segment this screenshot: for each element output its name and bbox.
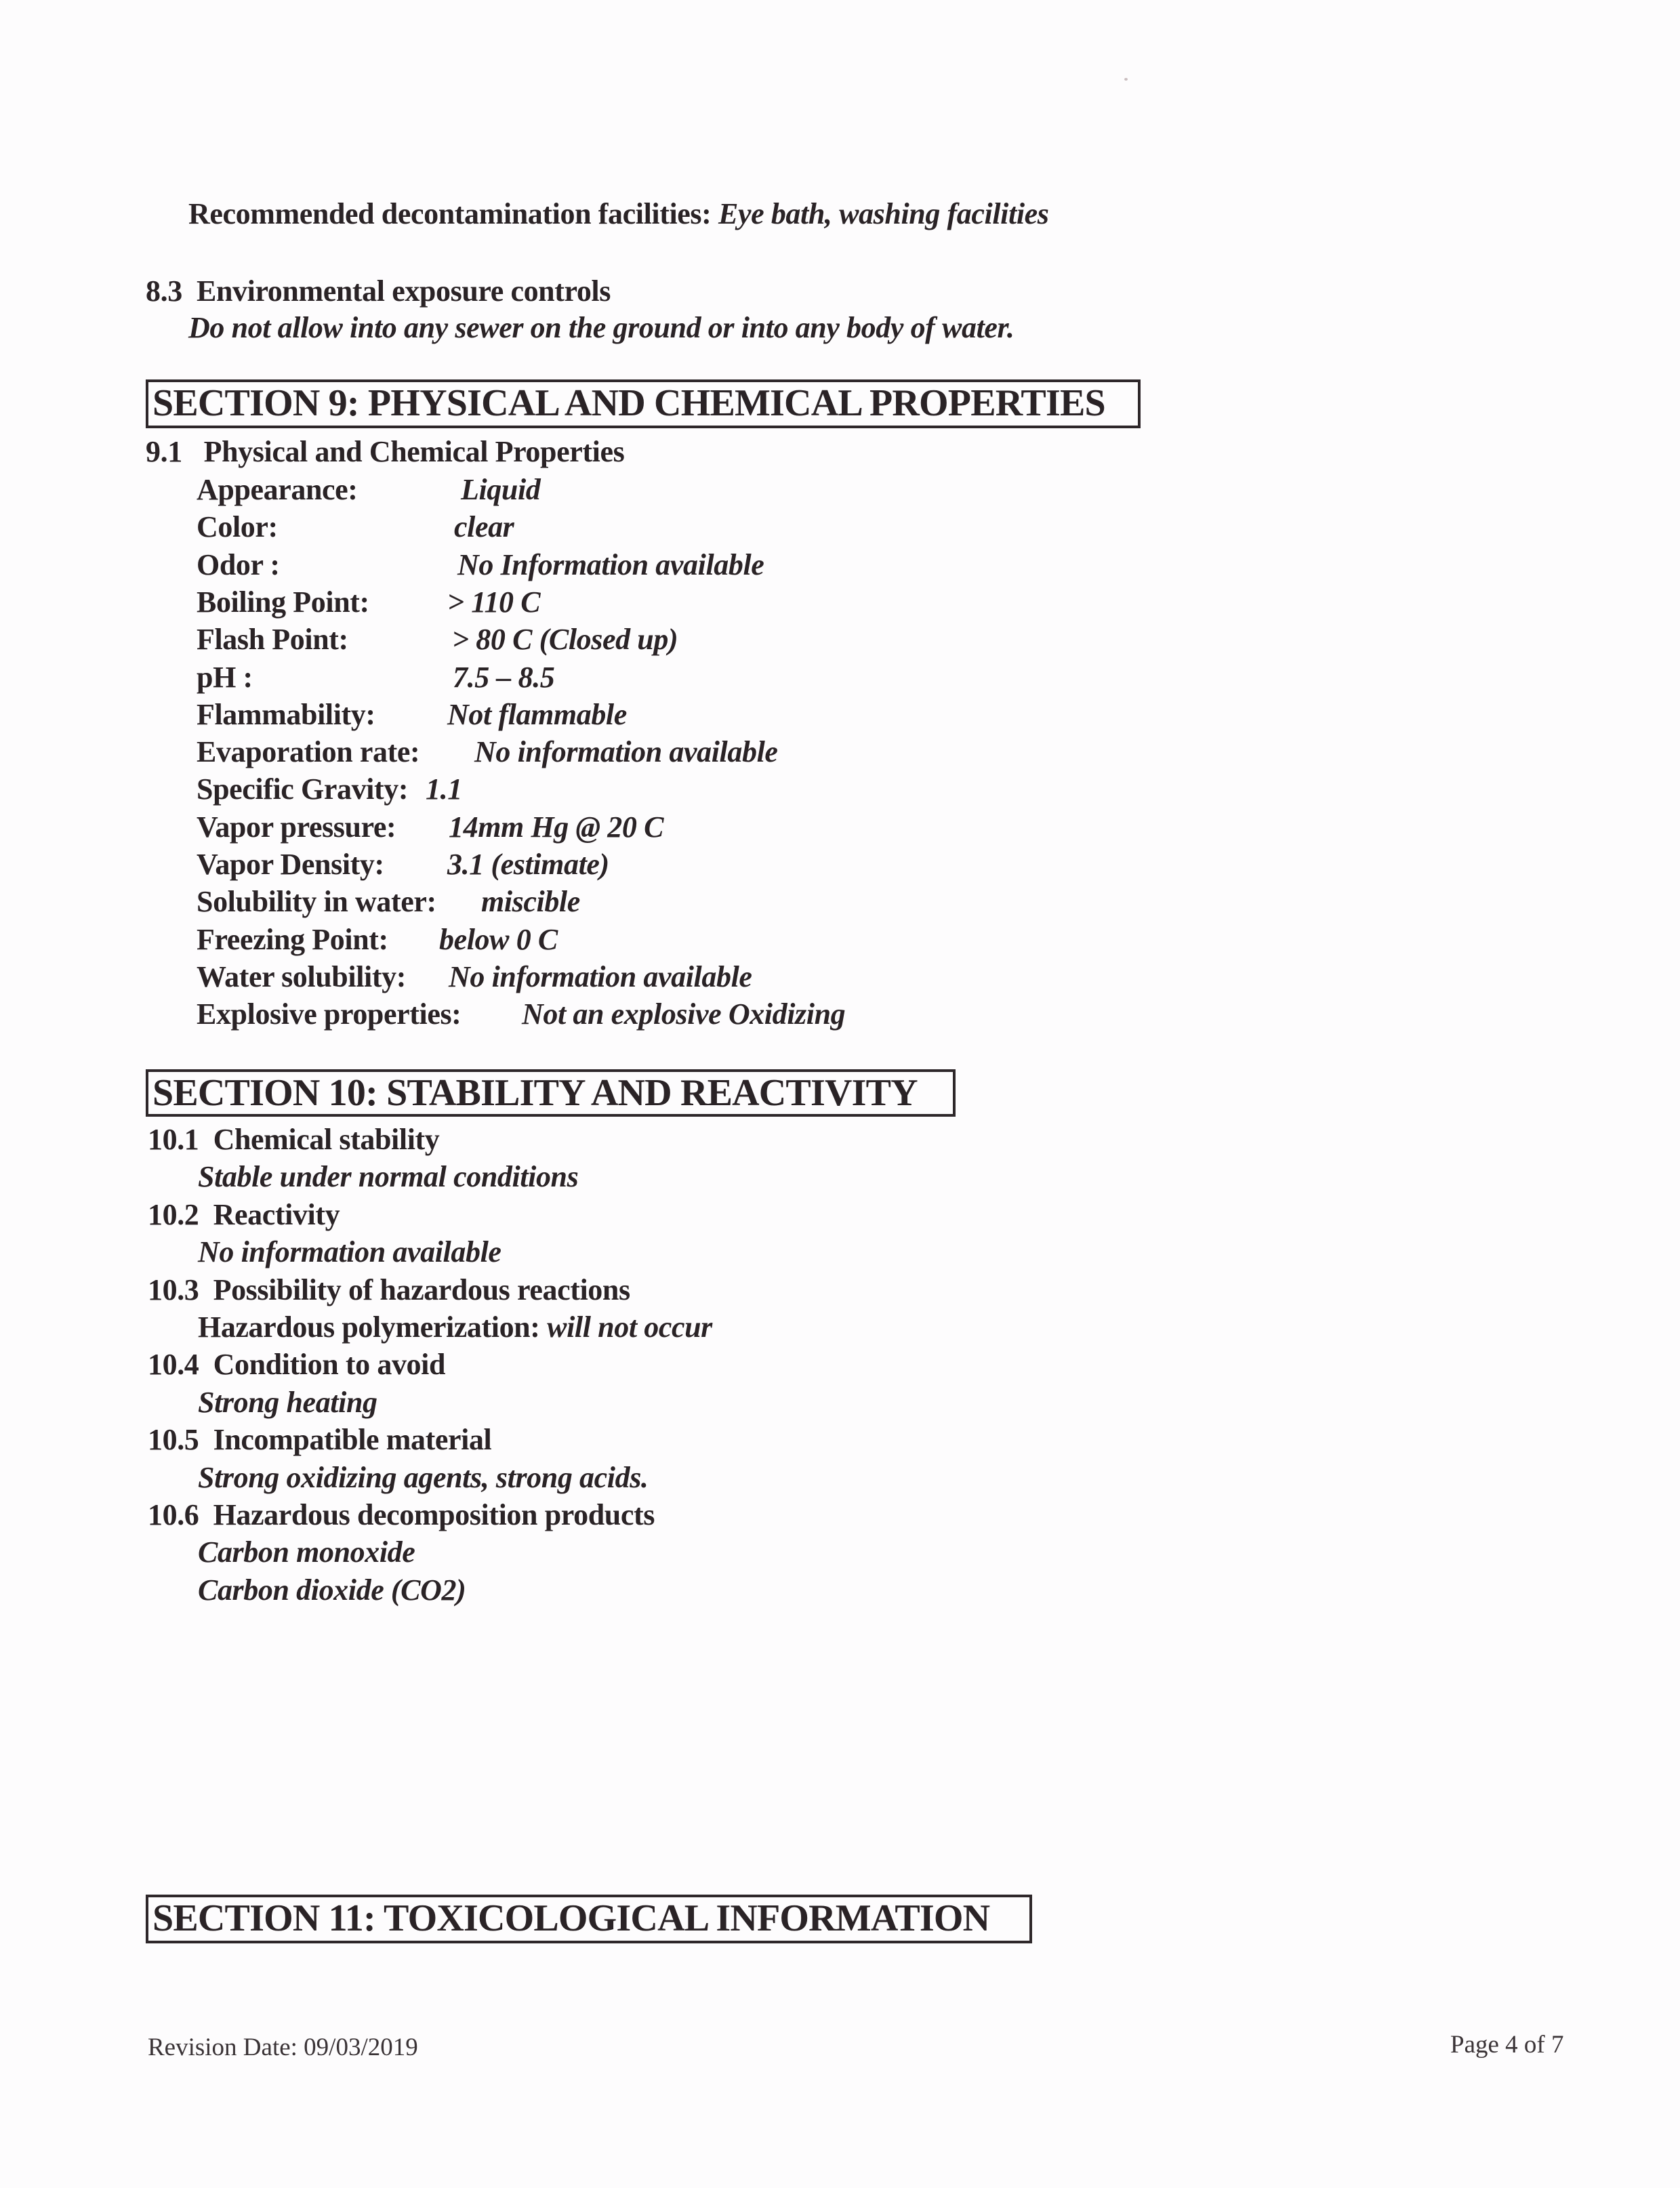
detail-text: Carbon dioxide (CO2) [198, 1573, 466, 1607]
property-value: No Information available [457, 548, 764, 581]
decontamination-label: Recommended decontamination facilities: [188, 197, 712, 230]
subsection-detail [198, 1235, 501, 1270]
subsection-number: 10.2 [148, 1197, 199, 1231]
detail-text: Strong oxidizing agents, strong acids. [198, 1460, 649, 1494]
subsection-number: 10.6 [148, 1498, 199, 1531]
subsection-number: 8.3 [146, 274, 182, 308]
subsection-title: Hazardous decomposition products [213, 1498, 655, 1531]
property-value: Liquid [461, 473, 541, 506]
section-10-title: SECTION 10: STABILITY AND REACTIVITY [152, 1072, 918, 1114]
property-value: 3.1 (estimate) [447, 848, 609, 881]
subsection-heading [148, 1197, 340, 1233]
subsection-detail [198, 1573, 466, 1608]
property-value: No information available [474, 735, 778, 769]
detail-text: Stable under normal conditions [198, 1160, 579, 1194]
decontamination-value: Eye bath, washing facilities [718, 197, 1049, 230]
subsection-8-3-heading [146, 274, 611, 309]
property-label: Water solubility: [197, 959, 406, 993]
detail-text: Strong heating [198, 1385, 377, 1419]
environmental-controls-text: Do not allow into any sewer on the ground or into any body of water. [188, 311, 1015, 344]
detail-text: Carbon monoxide [198, 1535, 415, 1569]
subsection-title: Environmental exposure controls [197, 274, 611, 308]
property-value: > 80 C (Closed up) [452, 623, 678, 657]
property-label: Explosive properties: [197, 997, 462, 1031]
subsection-detail [198, 1535, 415, 1570]
hazard-label: Hazardous polymerization: [198, 1310, 540, 1344]
section-11-title: SECTION 11: TOXICOLOGICAL INFORMATION [152, 1897, 990, 1939]
property-label: Solubility in water: [197, 885, 436, 919]
property-label: Specific Gravity: [197, 772, 409, 806]
property-value: > 110 C [447, 585, 541, 619]
property-value: Not flammable [447, 697, 627, 731]
property-value: miscible [481, 885, 580, 919]
subsection-number: 10.5 [148, 1423, 199, 1457]
decontamination-line [188, 197, 1049, 232]
subsection-heading [148, 1122, 439, 1157]
subsection-heading [148, 1498, 655, 1533]
property-label: pH : [197, 660, 253, 694]
subsection-number: 10.4 [148, 1348, 199, 1382]
property-label: Vapor Density: [197, 848, 384, 881]
property-label: Flammability: [197, 697, 375, 731]
scan-speck [1124, 78, 1128, 81]
property-label: Appearance: [197, 473, 358, 506]
property-label: Flash Point: [197, 623, 348, 657]
property-label: Odor : [197, 548, 280, 581]
property-value: below 0 C [439, 922, 558, 956]
property-label: Color: [197, 510, 278, 544]
subsection-heading [148, 1273, 630, 1308]
subsection-detail [198, 1310, 712, 1345]
property-value: 1.1 [426, 772, 462, 806]
property-value: Not an explosive Oxidizing [522, 997, 846, 1031]
section-11-header [146, 1895, 1032, 1943]
subsection-detail [198, 1385, 377, 1420]
subsection-title: Reactivity [213, 1197, 340, 1231]
subsection-heading [148, 1347, 445, 1382]
page-number: Page 4 of 7 [1450, 2031, 1564, 2059]
property-label: Vapor pressure: [197, 810, 396, 844]
subsection-title: Chemical stability [213, 1123, 440, 1156]
property-value: clear [454, 510, 514, 544]
hazard-value: will not occur [547, 1310, 712, 1344]
property-value: 7.5 – 8.5 [453, 660, 555, 694]
subsection-title: Physical and Chemical Properties [203, 435, 625, 468]
section-9-title: SECTION 9: PHYSICAL AND CHEMICAL PROPERTIES [152, 382, 1105, 424]
subsection-9-1-heading [146, 434, 624, 470]
property-label: Freezing Point: [197, 922, 388, 956]
property-label: Evaporation rate: [197, 735, 420, 769]
subsection-number: 9.1 [146, 435, 182, 468]
property-value: No information available [449, 959, 752, 993]
subsection-title: Condition to avoid [213, 1348, 446, 1382]
subsection-number: 10.3 [148, 1273, 199, 1306]
subsection-heading [148, 1422, 491, 1458]
subsection-title: Incompatible material [213, 1423, 492, 1457]
subsection-detail [198, 1159, 578, 1195]
subsection-number: 10.1 [148, 1123, 199, 1156]
revision-date: Revision Date: 09/03/2019 [148, 2034, 418, 2061]
property-value: 14mm Hg @ 20 C [449, 810, 664, 844]
subsection-title: Possibility of hazardous reactions [213, 1273, 630, 1306]
detail-text: No information available [198, 1235, 501, 1269]
subsection-detail [198, 1460, 649, 1495]
section-9-header [146, 379, 1141, 428]
property-label: Boiling Point: [197, 585, 369, 619]
section-10-header [146, 1069, 956, 1117]
